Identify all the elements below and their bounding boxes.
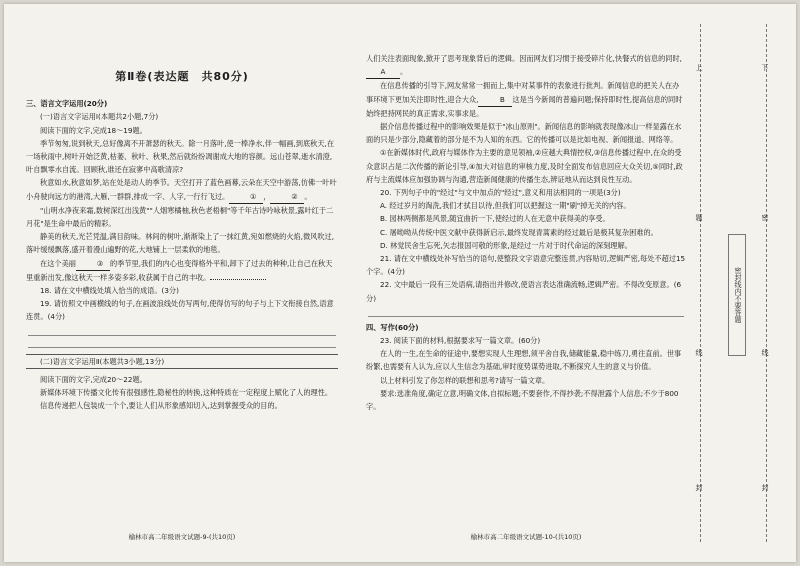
answer-blank[interactable]: ③ (76, 257, 110, 271)
answer-line[interactable] (368, 305, 684, 317)
left-page (26, 4, 338, 562)
passage-paragraph: 在信息传播的引导下,网友常常一拥而上,集中对某事件的表象进行批判。新闻信息的把关人在办事环境下更加关注即时性,迎合大众, B 这是当今新闻的普遍问题;保持即时性,提高信息的同时始终把持网民的真正需求,实事求是。 (366, 81, 683, 118)
binding-notice: 密封线内不要答题 (728, 234, 746, 356)
passage-paragraph: 秋意如水,秋意如梦,站在处是动人的季节。天空打开了蓝色画幕,云朵在天空中游荡,仿佛一叶叶小舟驶向远方的港湾,大雁,一群群,排成一字、人字,一行行飞过。 ① ， ② 。 (26, 176, 338, 203)
page-footer: 榆林市高二年级语文试题-9-(共10页) (128, 532, 236, 541)
passage-paragraph: 静美的秋天,光芒凭温,满目韵味。林间的树叶,渐渐染上了一抹红黄,宛如燃烧的火焰,微风吹过,落叶缓缓飘落,盛开着漫山遍野的花,大地铺上一层柔软的地毯。 (26, 232, 335, 255)
question: 18. 请在文中横线处填入恰当的成语。(3分) (40, 286, 179, 296)
writing-requirements: 要求:选准角度,确定立意,明确文体,自拟标题;不要套作,不得抄袭;不得泄露个人信息;不少于800字。 (366, 388, 679, 412)
fold-line (766, 24, 767, 542)
margin-mark: 上 (695, 64, 703, 71)
wavy-blank[interactable] (210, 279, 266, 280)
margin-mark: 线 (695, 349, 703, 356)
instruction-text: 阅读下面的文字,完成18～19题。 (40, 125, 147, 135)
margin-mark: 线 (761, 349, 769, 356)
option-c: C. 屠呦呦从传统中医文献中获得新启示,最终发现青蒿素的经过最后是极其复杂困难的。 (380, 227, 658, 237)
passage-paragraph: "山明水净夜来霜,数树深红出浅黄""人烟寒橘柚,秋色老梧桐"等千年古诗吟咏秋景,露叶红于二月花"是生命中最后的精彩。 (26, 205, 334, 229)
writing-prompt: 以上材料引发了你怎样的联想和思考?请写一篇文章。 (380, 375, 550, 385)
answer-line[interactable] (28, 336, 336, 348)
question: 19. 请仿照文中画横线的句子,在画波浪线处仿写两句,使得仿写的句子与上下文衔接自然,语意连贯。(4分) (26, 299, 334, 322)
option-a: A. 经过岁月的淘洗,我们才拭目以待,但我们可以把握这一期"刷"掉无关的内容。 (380, 201, 631, 211)
subsection-box (26, 354, 338, 369)
passage-paragraph: 信息传递把人包装成一个个,要让人们从形象感知切入,达到掌握受众的目的。 (40, 401, 282, 411)
margin-mark: 密 (761, 214, 769, 221)
passage-paragraph: 新媒体环境下传播文化传有很强感性,隐秘性的转换,这种特质在一定程度上赋化了人的理性。 (40, 388, 333, 398)
right-page (366, 4, 686, 562)
option-b: B. 园林两侧都是风景,随宜曲折一下,使经过的人在无意中获得美的享受。 (380, 214, 610, 224)
margin-mark: 封 (695, 484, 703, 491)
writing-material: 在人的一生,在生命的征途中,要想实现人生理想,须平舍自我,储藏能量,稳中练刀,勇往直前。世事纷繁,也需要有人认为,应以人生信念为基础,审时度势谋势进取,不断探究人生的意义与价值。 (366, 349, 682, 372)
fold-line (700, 24, 701, 542)
passage-paragraph: 季节匆匆,说到秋天,总好像离不开萧瑟的秋天。除一月落叶,使一棒净水,伴一幅画,到底秋天,在一场秋雨中,树叶开始泛黄,枯萎、秋叶、秋果,然后就纷纷凋谢成大地的容颜。远山苍翠,逝水清澄,叶自飘零水自流。回顾秋,谁还在寂寥中高歌清凉? (26, 138, 335, 175)
answer-line[interactable] (28, 324, 336, 336)
passage-paragraph: 据介信息传播过程中的影响效果是似于"冰山原则"。新闻信息的影响就表现像冰山一样显露在水面的只是少部分,隐藏着的部分是不为人知的东西。它的传播可以是比如电视、新闻报道、网络等。 (366, 122, 682, 145)
margin-mark: 下 (761, 64, 769, 71)
question: 22. 文中最后一段有三处语病,请指出并修改,使语言表达准确流畅,逻辑严密。不得改变原意。(6分) (366, 280, 682, 303)
passage-paragraph: 在这个美丽 ③ 的季节里,我们的内心也变得格外平和,卸下了过去的种种,让自己在秋天里重新出发,像这秋天一样多姿多彩,收获属于自己的丰收。 (26, 258, 333, 282)
answer-blank[interactable]: A (366, 65, 400, 79)
answer-blank[interactable]: ① (229, 190, 263, 204)
section-heading: 三、语言文字运用(20分) (26, 99, 108, 109)
subsection-heading: (一)语言文字运用Ⅰ(本题共2小题,7分) (40, 112, 159, 122)
question: 20. 下列句子中的"经过"与文中加点的"经过",意义和用法相同的一项是(3分) (380, 188, 621, 198)
answer-blank[interactable]: ② (270, 190, 304, 204)
subsection-heading: (二)语言文字运用Ⅱ(本题共3小题,13分) (40, 356, 165, 366)
passage-paragraph: ①在新媒体时代,政府与媒体作为主要的意见领袖,②应越大典情控权,③信息传播过程中,在众的受众意识占是二次传播的新论引导,④加大对信息的审核力度,及时全面发布信息回应大众关切,⑤同时,政府与主流媒体应加强协调与沟通,营造新闻健康的传播生态,辨证地从而达到良性互动。 (366, 148, 683, 184)
answer-blank[interactable]: B (478, 93, 512, 107)
page-title: 第Ⅱ卷(表达题 共80分) (115, 70, 249, 83)
page-footer: 榆林市高二年级语文试题-10-(共10页) (470, 532, 582, 541)
question: 21. 请在文中横线处补写恰当的语句,使整段文字语意完整连贯,内容贴切,逻辑严密,每处不超过15个字。(4分) (366, 254, 686, 277)
margin-mark: 封 (761, 484, 769, 491)
margin-mark: 题 (695, 214, 703, 221)
passage-paragraph: 人们关注表面现象,掀开了思考现象背后的逻辑。因而网友们习惯于接受碎片化,快餐式的信息的同时,A 。 (366, 52, 686, 79)
section-heading: 四、写作(60分) (366, 322, 419, 332)
exam-sheet (4, 4, 796, 562)
question: 23. 阅读下面的材料,根据要求写一篇文章。(60分) (380, 336, 541, 346)
option-d: D. 林觉民舍生忘死,矢志报国可敬的形象,是经过一片对于时代命运的深刻理解。 (380, 240, 632, 250)
instruction-text: 阅读下面的文字,完成20～22题。 (40, 374, 147, 384)
